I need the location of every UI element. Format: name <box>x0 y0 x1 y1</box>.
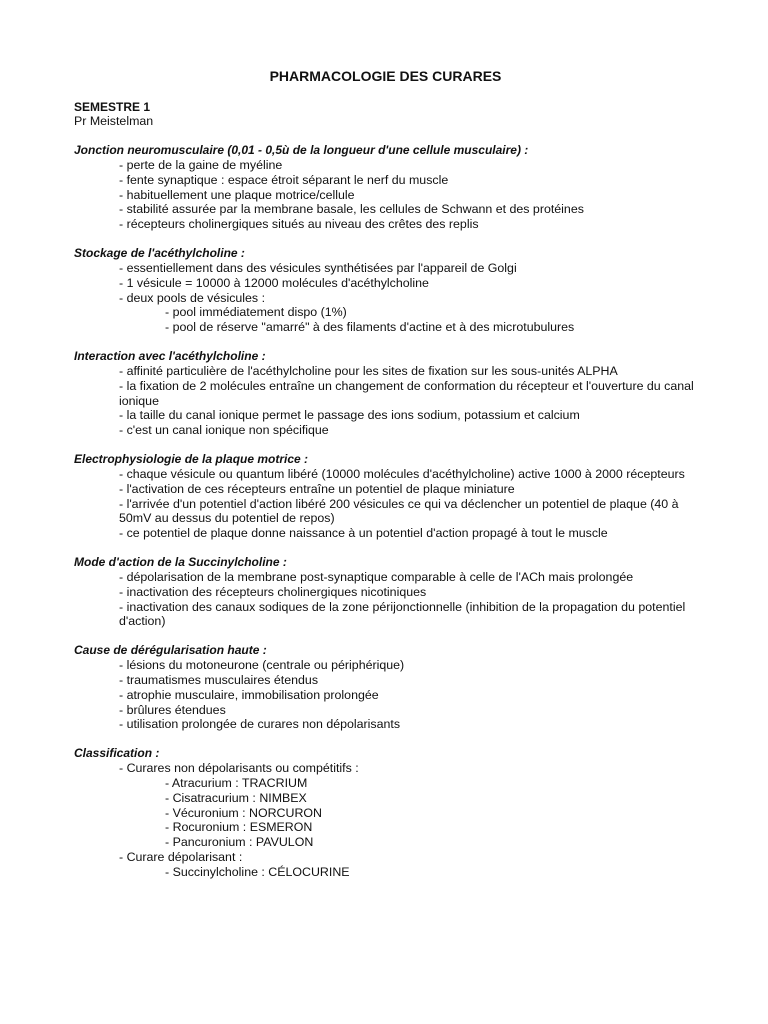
sub-list-item: - pool de réserve "amarré" à des filaments d'actine et à des microtubulures <box>165 320 575 335</box>
list-item: - traumatismes musculaires étendus <box>119 672 319 687</box>
list-item: - dépolarisation de la membrane post-synaptique comparable à celle de l'ACh mais prolongée <box>119 569 634 584</box>
list-item: - Curare dépolarisant : <box>119 849 243 864</box>
list-item: - 1 vésicule = 10000 à 12000 molécules d'acéthylcholine <box>119 275 429 290</box>
author-name: Pr Meistelman <box>74 114 154 128</box>
section <box>74 452 694 541</box>
list-item: - la taille du canal ionique permet le passage des ions sodium, potassium et calcium <box>119 408 580 423</box>
list-item: - deux pools de vésicules : <box>119 290 266 305</box>
list-item: - la fixation de 2 molécules entraîne un changement de conformation du récepteur et l'ouverture du canal ionique <box>119 378 694 408</box>
list-item: - chaque vésicule ou quantum libéré (10000 molécules d'acéthylcholine) active 1000 à 2000 récepteurs <box>119 466 685 481</box>
list-item: - brûlures étendues <box>119 702 226 717</box>
list-item: - fente synaptique : espace étroit séparant le nerf du muscle <box>119 172 449 187</box>
list-item: - essentiellement dans des vésicules synthétisées par l'appareil de Golgi <box>119 260 517 275</box>
list-item: - Curares non dépolarisants ou compétitifs : <box>119 761 359 776</box>
list-item: - affinité particulière de l'acéthylcholine pour les sites de fixation sur les sous-unités ALPHA <box>119 363 618 378</box>
section-heading: Mode d'action de la Succinylcholine : <box>74 554 287 569</box>
section <box>74 143 694 232</box>
sub-list-item: - Rocuronium : ESMERON <box>165 820 313 835</box>
list-item: - utilisation prolongée de curares non dépolarisants <box>119 717 401 732</box>
semester-label: SEMESTRE 1 <box>74 100 151 114</box>
list-item: - ce potentiel de plaque donne naissance à un potentiel d'action propagé à tout le muscle <box>119 526 608 541</box>
sub-list-item: - pool immédiatement dispo (1%) <box>165 305 347 320</box>
section <box>74 643 694 732</box>
list-item: - stabilité assurée par la membrane basale, les cellules de Schwann et des protéines <box>119 202 584 217</box>
section <box>74 349 694 438</box>
list-item: - inactivation des récepteurs cholinergiques nicotiniques <box>119 584 427 599</box>
list-item: - l'arrivée d'un potentiel d'action libéré 200 vésicules ce qui va déclencher un potentiel de plaque (40 à 50mV au dessus du potentiel de repos) <box>119 496 679 526</box>
section-heading: Stockage de l'acéthylcholine : <box>74 245 245 260</box>
sections-container <box>74 143 694 879</box>
section <box>74 246 694 335</box>
section-heading: Jonction neuromusculaire (0,01 - 0,5ù de la longueur d'une cellule musculaire) : <box>74 143 529 157</box>
section <box>74 555 694 629</box>
list-item: - habituellement une plaque motrice/cellule <box>119 187 355 202</box>
list-item: - récepteurs cholinergiques situés au niveau des crêtes des replis <box>119 217 479 232</box>
section-heading: Classification : <box>74 746 160 761</box>
sub-list-item: - Atracurium : TRACRIUM <box>165 775 308 790</box>
section <box>74 746 694 879</box>
list-item: - l'activation de ces récepteurs entraîne un potentiel de plaque miniature <box>119 481 515 496</box>
sub-list-item: - Cisatracurium : NIMBEX <box>165 790 307 805</box>
section-heading: Interaction avec l'acéthylcholine : <box>74 348 266 363</box>
section-heading: Electrophysiologie de la plaque motrice : <box>74 451 309 466</box>
sub-list-item: - Succinylcholine : CÉLOCURINE <box>165 864 350 879</box>
section-heading: Cause de dérégularisation haute : <box>74 643 267 658</box>
sub-list-item: - Pancuronium : PAVULON <box>165 835 314 850</box>
list-item: - lésions du motoneurone (centrale ou périphérique) <box>119 658 405 673</box>
list-item: - atrophie musculaire, immobilisation prolongée <box>119 687 379 702</box>
document-page <box>74 68 694 893</box>
sub-list-item: - Vécuronium : NORCURON <box>165 805 322 820</box>
list-item: - inactivation des canaux sodiques de la zone périjonctionnelle (inhibition de la propagation du potentiel d'action) <box>119 599 686 629</box>
document-title: PHARMACOLOGIE DES CURARES <box>269 68 502 84</box>
list-item: - perte de la gaine de myéline <box>119 158 283 172</box>
list-item: - c'est un canal ionique non spécifique <box>119 423 329 438</box>
